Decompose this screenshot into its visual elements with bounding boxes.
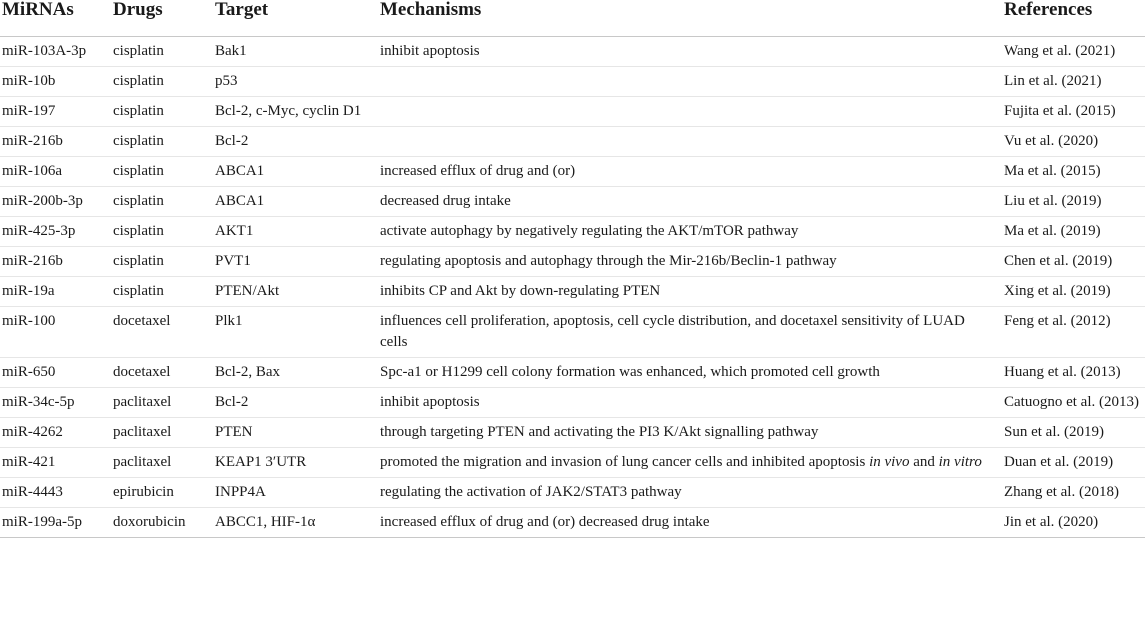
drug-cell: cisplatin bbox=[111, 127, 213, 157]
mirna-cell: miR-199a-5p bbox=[0, 508, 111, 538]
table-row bbox=[0, 448, 1145, 478]
table-row bbox=[0, 478, 1145, 508]
target-cell: AKT1 bbox=[213, 217, 378, 247]
mirna-cell: miR-200b-3p bbox=[0, 187, 111, 217]
reference-cell: Chen et al. (2019) bbox=[1002, 247, 1145, 277]
target-cell: PTEN/Akt bbox=[213, 277, 378, 307]
mirna-cell: miR-10b bbox=[0, 67, 111, 97]
mechanism-cell: activate autophagy by negatively regulating the AKT/mTOR pathway bbox=[378, 217, 1002, 247]
mechanism-cell bbox=[378, 448, 1002, 478]
drug-cell: cisplatin bbox=[111, 97, 213, 127]
mirna-cell: miR-4443 bbox=[0, 478, 111, 508]
target-cell: Plk1 bbox=[213, 307, 378, 358]
target-cell: INPP4A bbox=[213, 478, 378, 508]
drug-cell: doxorubicin bbox=[111, 508, 213, 538]
table-row bbox=[0, 217, 1145, 247]
column-header-drugs: Drugs bbox=[111, 0, 213, 37]
mirna-cell: miR-421 bbox=[0, 448, 111, 478]
mechanism-text: and bbox=[909, 454, 939, 470]
target-cell: p53 bbox=[213, 67, 378, 97]
target-cell: ABCA1 bbox=[213, 187, 378, 217]
mechanism-cell bbox=[378, 127, 1002, 157]
table-row bbox=[0, 418, 1145, 448]
mirna-cell: miR-425-3p bbox=[0, 217, 111, 247]
drug-cell: paclitaxel bbox=[111, 448, 213, 478]
table-row bbox=[0, 67, 1145, 97]
reference-cell: Catuogno et al. (2013) bbox=[1002, 388, 1145, 418]
target-cell: PVT1 bbox=[213, 247, 378, 277]
target-cell: Bak1 bbox=[213, 37, 378, 67]
target-cell: Bcl-2 bbox=[213, 388, 378, 418]
reference-cell: Sun et al. (2019) bbox=[1002, 418, 1145, 448]
table-row bbox=[0, 508, 1145, 538]
target-cell: PTEN bbox=[213, 418, 378, 448]
table-row bbox=[0, 97, 1145, 127]
column-header-references: References bbox=[1002, 0, 1145, 37]
reference-cell: Duan et al. (2019) bbox=[1002, 448, 1145, 478]
mirna-cell: miR-19a bbox=[0, 277, 111, 307]
table-row bbox=[0, 277, 1145, 307]
target-cell: Bcl-2, c-Myc, cyclin D1 bbox=[213, 97, 378, 127]
mechanism-cell: increased efflux of drug and (or) bbox=[378, 157, 1002, 187]
table-header-row bbox=[0, 0, 1145, 37]
mechanism-cell: influences cell proliferation, apoptosis, cell cycle distribution, and docetaxel sensitivity of LUAD cells bbox=[378, 307, 1002, 358]
mechanism-cell: through targeting PTEN and activating the PI3 K/Akt signalling pathway bbox=[378, 418, 1002, 448]
reference-cell: Lin et al. (2021) bbox=[1002, 67, 1145, 97]
drug-cell: paclitaxel bbox=[111, 418, 213, 448]
table-row bbox=[0, 247, 1145, 277]
mirna-cell: miR-103A-3p bbox=[0, 37, 111, 67]
reference-cell: Jin et al. (2020) bbox=[1002, 508, 1145, 538]
target-cell: KEAP1 3′UTR bbox=[213, 448, 378, 478]
column-header-mirnas: MiRNAs bbox=[0, 0, 111, 37]
column-header-target: Target bbox=[213, 0, 378, 37]
target-cell: Bcl-2, Bax bbox=[213, 358, 378, 388]
drug-cell: cisplatin bbox=[111, 187, 213, 217]
reference-cell: Fujita et al. (2015) bbox=[1002, 97, 1145, 127]
mechanism-cell bbox=[378, 97, 1002, 127]
reference-cell: Zhang et al. (2018) bbox=[1002, 478, 1145, 508]
mirna-cell: miR-650 bbox=[0, 358, 111, 388]
drug-cell: docetaxel bbox=[111, 307, 213, 358]
mirna-cell: miR-106a bbox=[0, 157, 111, 187]
reference-cell: Ma et al. (2019) bbox=[1002, 217, 1145, 247]
reference-cell: Ma et al. (2015) bbox=[1002, 157, 1145, 187]
mechanism-italic-text: in vivo bbox=[869, 454, 910, 470]
target-cell: ABCC1, HIF-1α bbox=[213, 508, 378, 538]
mirna-cell: miR-216b bbox=[0, 127, 111, 157]
mechanism-cell: regulating the activation of JAK2/STAT3 pathway bbox=[378, 478, 1002, 508]
reference-cell: Huang et al. (2013) bbox=[1002, 358, 1145, 388]
table-row bbox=[0, 157, 1145, 187]
mirna-cell: miR-100 bbox=[0, 307, 111, 358]
drug-cell: cisplatin bbox=[111, 247, 213, 277]
drug-cell: paclitaxel bbox=[111, 388, 213, 418]
mechanism-cell bbox=[378, 67, 1002, 97]
table-row bbox=[0, 187, 1145, 217]
mirna-cell: miR-216b bbox=[0, 247, 111, 277]
target-cell: ABCA1 bbox=[213, 157, 378, 187]
reference-cell: Xing et al. (2019) bbox=[1002, 277, 1145, 307]
reference-cell: Liu et al. (2019) bbox=[1002, 187, 1145, 217]
reference-cell: Vu et al. (2020) bbox=[1002, 127, 1145, 157]
table-row bbox=[0, 388, 1145, 418]
drug-cell: cisplatin bbox=[111, 37, 213, 67]
drug-cell: cisplatin bbox=[111, 157, 213, 187]
mechanism-cell: inhibits CP and Akt by down-regulating PTEN bbox=[378, 277, 1002, 307]
mirna-cell: miR-34c-5p bbox=[0, 388, 111, 418]
mirna-cell: miR-197 bbox=[0, 97, 111, 127]
mechanism-cell: decreased drug intake bbox=[378, 187, 1002, 217]
table-row bbox=[0, 127, 1145, 157]
mechanism-italic-text: in vitro bbox=[938, 454, 982, 470]
mechanism-cell: inhibit apoptosis bbox=[378, 37, 1002, 67]
table-row bbox=[0, 37, 1145, 67]
table-row bbox=[0, 358, 1145, 388]
reference-cell: Feng et al. (2012) bbox=[1002, 307, 1145, 358]
table-row bbox=[0, 307, 1145, 358]
mechanism-cell: increased efflux of drug and (or) decreased drug intake bbox=[378, 508, 1002, 538]
drug-cell: docetaxel bbox=[111, 358, 213, 388]
drug-cell: cisplatin bbox=[111, 217, 213, 247]
mechanism-cell: inhibit apoptosis bbox=[378, 388, 1002, 418]
mirna-cell: miR-4262 bbox=[0, 418, 111, 448]
mechanism-cell: Spc-a1 or H1299 cell colony formation was enhanced, which promoted cell growth bbox=[378, 358, 1002, 388]
mechanism-cell: regulating apoptosis and autophagy through the Mir-216b/Beclin-1 pathway bbox=[378, 247, 1002, 277]
drug-cell: cisplatin bbox=[111, 277, 213, 307]
drug-cell: cisplatin bbox=[111, 67, 213, 97]
reference-cell: Wang et al. (2021) bbox=[1002, 37, 1145, 67]
drug-cell: epirubicin bbox=[111, 478, 213, 508]
mechanism-text: promoted the migration and invasion of lung cancer cells and inhibited apoptosis bbox=[380, 454, 870, 470]
target-cell: Bcl-2 bbox=[213, 127, 378, 157]
column-header-mechanisms: Mechanisms bbox=[378, 0, 1002, 37]
